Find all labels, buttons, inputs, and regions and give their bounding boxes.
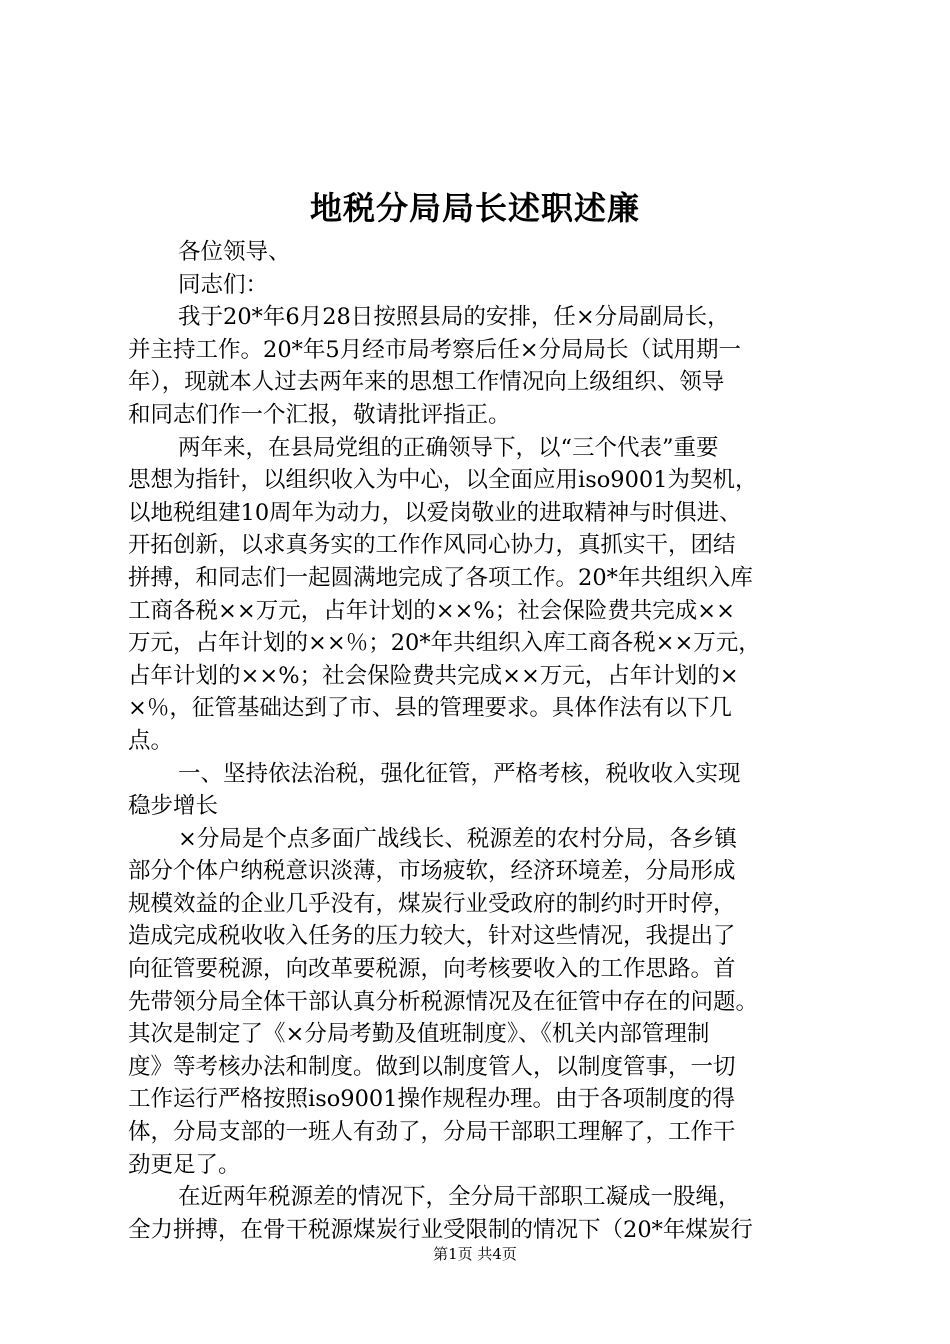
body-line: 度》等考核办法和制度。做到以制度管人，以制度管事，一切 bbox=[128, 1053, 736, 1080]
body-line: 先带领分局全体干部认真分析税源情况及在征管中存在的问题。 bbox=[128, 988, 759, 1015]
body-line: 向征管要税源，向改革要税源，向考核要收入的工作思路。首 bbox=[128, 956, 736, 983]
body-line: ×％，征管基础达到了市、县的管理要求。具体作法有以下几 bbox=[128, 695, 732, 722]
body-line: 部分个体户纳税意识淡薄，市场疲软，经济环境差，分局形成 bbox=[128, 858, 736, 885]
body-line: 万元，占年计划的××％；20*年共组织入库工商各税××万元， bbox=[128, 630, 761, 657]
body-line: 其次是制定了《×分局考勤及值班制度》、《机关内部管理制 bbox=[128, 1021, 710, 1048]
body-line: 开拓创新，以求真务实的工作作风同心协力，真抓实干，团结 bbox=[128, 532, 736, 559]
body-line: 工商各税××万元，占年计划的××%；社会保险费共完成×× bbox=[128, 597, 735, 624]
body-line: 规模效益的企业几乎没有，煤炭行业受政府的制约时开时停， bbox=[128, 890, 736, 917]
body-line: 在近两年税源差的情况下，全分局干部职工凝成一股绳， bbox=[178, 1184, 741, 1211]
body-line: 点。 bbox=[128, 727, 174, 754]
body-line: 拼搏，和同志们一起圆满地完成了各项工作。20*年共组织入库 bbox=[128, 564, 753, 591]
section-heading-line: 稳步增长 bbox=[128, 793, 219, 820]
body-line: 我于20*年6月28日按照县局的安排，任×分局副局长， bbox=[178, 304, 730, 331]
body-line: 并主持工作。20*年5月经市局考察后任×分局局长（试用期一 bbox=[128, 336, 742, 363]
body-line: 工作运行严格按照iso9001操作规程办理。由于各项制度的得 bbox=[128, 1086, 736, 1113]
document-body bbox=[128, 236, 838, 1246]
body-line: 年），现就本人过去两年来的思想工作情况向上级组织、领导 bbox=[128, 369, 725, 396]
body-line: 体，分局支部的一班人有劲了，分局干部职工理解了，工作干 bbox=[128, 1119, 736, 1146]
body-line: 全力拼搏，在骨干税源煤炭行业受限制的情况下（20*年煤炭行 bbox=[128, 1216, 753, 1243]
body-line: ×分局是个点多面广战线长、税源差的农村分局，各乡镇 bbox=[178, 825, 737, 852]
body-line: 和同志们作一个汇报，敬请批评指正。 bbox=[128, 401, 511, 428]
body-line: 同志们： bbox=[178, 271, 269, 298]
document-title: 地税分局局长述职述廉 bbox=[309, 189, 640, 227]
body-line: 思想为指针，以组织收入为中心，以全面应用iso9001为契机， bbox=[128, 467, 758, 494]
section-heading-line: 一、坚持依法治税，强化征管，严格考核，税收收入实现 bbox=[178, 760, 741, 787]
body-line: 占年计划的××%；社会保险费共完成××万元，占年计划的× bbox=[128, 662, 739, 689]
body-line: 劲更足了。 bbox=[128, 1151, 241, 1178]
body-line: 以地税组建10周年为动力，以爱岗敬业的进取精神与时俱进、 bbox=[128, 499, 742, 526]
body-line: 各位领导、 bbox=[178, 239, 291, 265]
body-line: 造成完成税收收入任务的压力较大，针对这些情况，我提出了 bbox=[128, 923, 736, 950]
body-line: 两年来，在县局党组的正确领导下，以“三个代表”重要 bbox=[178, 434, 719, 461]
page-number-footer: 第1页 共4页 bbox=[433, 1245, 517, 1263]
